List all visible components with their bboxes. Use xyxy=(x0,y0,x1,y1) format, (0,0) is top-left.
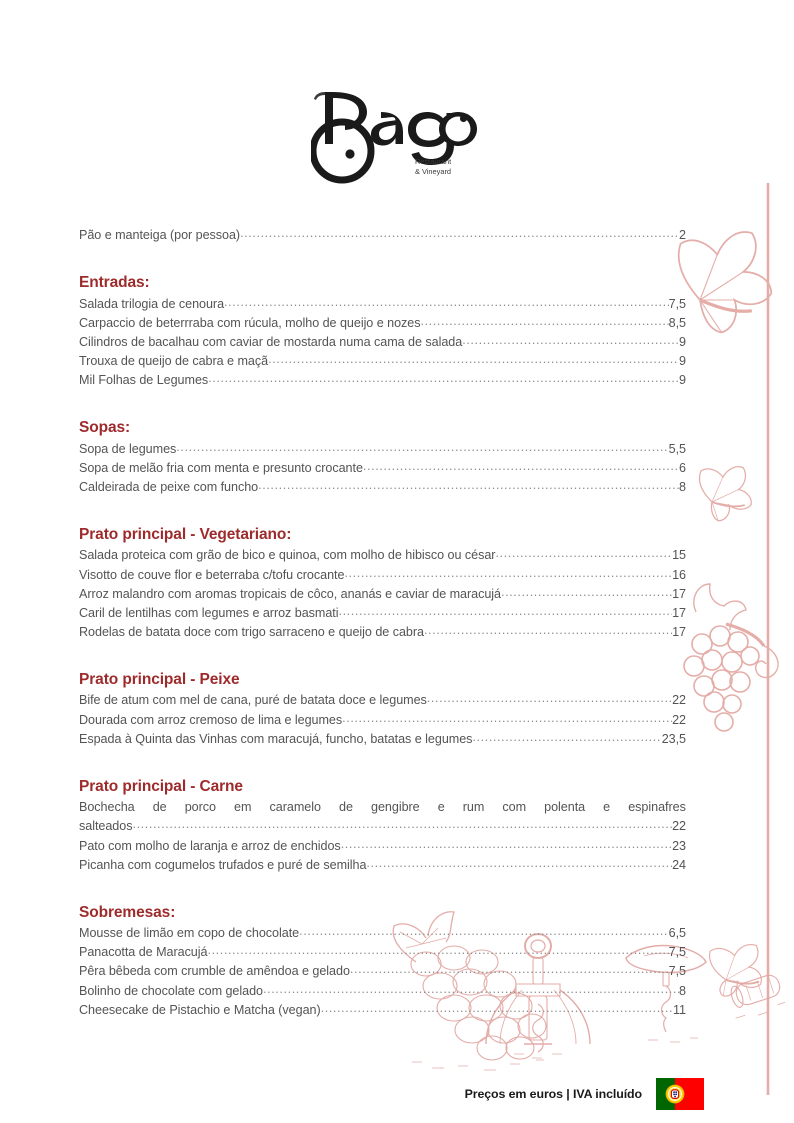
dot-leader xyxy=(132,818,672,831)
menu-item-name: Cheesecake de Pistachio e Matcha (vegan) xyxy=(79,1002,321,1017)
menu-item-name: Arroz malandro com aromas tropicais de côco, ananás e caviar de maracujá xyxy=(79,586,501,601)
menu-item-price: 7,5 xyxy=(668,964,686,979)
menu-content xyxy=(79,226,686,1020)
menu-item xyxy=(79,798,686,836)
dot-leader xyxy=(268,353,679,366)
menu-item-name: Mousse de limão em copo de chocolate xyxy=(79,926,300,941)
menu-item-price: 7,5 xyxy=(668,296,686,311)
menu-item-price: 22 xyxy=(672,712,686,727)
section-title: Prato principal - Peixe xyxy=(79,671,240,689)
dot-leader xyxy=(363,460,679,473)
dot-leader xyxy=(366,857,672,870)
dot-leader xyxy=(224,296,669,309)
menu-item-name: Bochecha de porco em caramelo de gengibre e rum com polenta e espinafres xyxy=(79,800,686,815)
menu-item xyxy=(79,440,686,459)
menu-item-price: 11 xyxy=(673,1002,686,1017)
menu-item xyxy=(79,730,686,749)
menu-item xyxy=(79,333,686,352)
menu-item xyxy=(79,295,686,314)
menu-item-price: 6,5 xyxy=(668,926,686,941)
menu-item xyxy=(79,691,686,710)
section-spacer xyxy=(79,497,686,525)
menu-section xyxy=(79,525,686,642)
menu-item-name: Trouxa de queijo de cabra e maçã xyxy=(79,353,269,368)
menu-item-name: Rodelas de batata doce com trigo sarraceno e queijo de cabra xyxy=(79,624,424,639)
menu-section xyxy=(79,670,686,749)
menu-section xyxy=(79,418,686,497)
section-spacer xyxy=(79,245,686,273)
menu-item-name: Espada à Quinta das Vinhas com maracujá, funcho, batatas e legumes xyxy=(79,731,473,746)
bago-logo-mark xyxy=(311,88,483,186)
dot-leader xyxy=(240,227,679,240)
section-title: Entradas: xyxy=(79,274,150,292)
menu-item-price: 6 xyxy=(679,460,686,475)
menu-item-name: Sopa de legumes xyxy=(79,441,177,456)
dot-leader xyxy=(472,731,661,744)
menu-item-name: Picanha com cogumelos trufados e puré de semilha xyxy=(79,857,367,872)
section-title: Sobremesas: xyxy=(79,903,176,921)
menu-item xyxy=(79,982,686,1001)
section-title: Prato principal - Carne xyxy=(79,777,243,795)
menu-section xyxy=(79,777,686,875)
dot-leader xyxy=(344,567,672,580)
menu-item-name: Caldeirada de peixe com funcho xyxy=(79,479,259,494)
menu-item-price: 8,5 xyxy=(668,315,686,330)
dot-leader xyxy=(342,712,672,725)
menu-item xyxy=(79,478,686,497)
dot-leader xyxy=(462,334,679,347)
brand-logo xyxy=(0,88,794,191)
menu-item-name: Dourada com arroz cremoso de lima e legumes xyxy=(79,712,343,727)
dot-leader xyxy=(258,479,679,492)
menu-item xyxy=(79,566,686,585)
menu-item-name: Caril de lentilhas com legumes e arroz basmati xyxy=(79,605,339,620)
logo-tagline-line1: Restaurant xyxy=(415,157,452,166)
menu-item xyxy=(79,314,686,333)
menu-item-price: 5,5 xyxy=(668,441,686,456)
menu-item-price: 17 xyxy=(672,605,686,620)
dot-leader xyxy=(495,547,672,560)
section-spacer xyxy=(79,390,686,418)
menu-item-price: 7,5 xyxy=(668,945,686,960)
menu-item xyxy=(79,604,686,623)
menu-item xyxy=(79,352,686,371)
dot-leader xyxy=(424,624,672,637)
section-spacer xyxy=(79,642,686,670)
logo-tagline-line2: & Vineyard xyxy=(415,167,452,176)
menu-item-name: Panacotta de Maracujá xyxy=(79,945,208,960)
menu-item xyxy=(79,371,686,390)
menu-item-price: 2 xyxy=(679,228,686,242)
menu-item-name: Salada trilogia de cenoura xyxy=(79,296,225,311)
menu-item-name-cont: salteados xyxy=(79,819,133,834)
menu-item-name: Cilindros de bacalhau com caviar de mostarda numa cama de salada xyxy=(79,334,463,349)
menu-item xyxy=(79,962,686,981)
menu-item-price: 16 xyxy=(672,567,686,582)
menu-item-price: 9 xyxy=(679,334,686,349)
menu-item-continuation xyxy=(79,817,686,836)
menu-item-name: Pêra bêbeda com crumble de amêndoa e gelado xyxy=(79,964,350,979)
dot-leader xyxy=(341,838,672,851)
dot-leader xyxy=(501,586,672,599)
menu-item-name: Bife de atum com mel de cana, puré de batata doce e legumes xyxy=(79,693,427,708)
menu-item-name: Pato com molho de laranja e arroz de enchidos xyxy=(79,838,341,853)
menu-section xyxy=(79,903,686,1020)
menu-item xyxy=(79,546,686,565)
dot-leader xyxy=(208,372,679,385)
menu-item-price: 8 xyxy=(679,479,686,494)
menu-item xyxy=(79,856,686,875)
menu-item xyxy=(79,837,686,856)
menu-item-price: 22 xyxy=(672,819,686,834)
menu-item-price: 23 xyxy=(672,838,686,853)
dot-leader xyxy=(207,944,668,957)
price-note: Preços em euros | IVA incluído xyxy=(464,1087,642,1101)
menu-item-intro xyxy=(79,226,686,245)
dot-leader xyxy=(263,983,679,996)
menu-item-price: 22 xyxy=(672,693,686,708)
section-spacer xyxy=(79,875,686,903)
page-footer xyxy=(0,1078,794,1110)
dot-leader xyxy=(321,1002,673,1015)
menu-item-price: 8 xyxy=(679,983,686,998)
menu-item-price: 17 xyxy=(672,624,686,639)
menu-item xyxy=(79,711,686,730)
menu-item-price: 24 xyxy=(672,857,686,872)
menu-item-price: 17 xyxy=(672,586,686,601)
section-title: Prato principal - Vegetariano: xyxy=(79,526,292,544)
menu-item-name: Sopa de melão fria com menta e presunto crocante xyxy=(79,460,363,475)
menu-item xyxy=(79,1001,686,1020)
menu-item-name: Salada proteica com grão de bico e quinoa, com molho de hibisco ou césar xyxy=(79,548,496,563)
menu-item xyxy=(79,943,686,962)
dot-leader xyxy=(350,963,669,976)
menu-item-price: 23,5 xyxy=(661,731,686,746)
section-spacer xyxy=(79,749,686,777)
dot-leader xyxy=(420,315,668,328)
dot-leader xyxy=(299,925,669,938)
menu-item xyxy=(79,585,686,604)
portugal-flag-icon xyxy=(656,1078,704,1110)
dot-leader xyxy=(338,605,672,618)
menu-item xyxy=(79,623,686,642)
menu-item-price: 9 xyxy=(679,373,686,388)
menu-item-name: Visotto de couve flor e beterraba c/tofu crocante xyxy=(79,567,345,582)
menu-item-name: Bolinho de chocolate com gelado xyxy=(79,983,263,998)
menu-item-name: Carpaccio de beterrraba com rúcula, molho de queijo e nozes xyxy=(79,315,421,330)
section-title: Sopas: xyxy=(79,419,131,437)
dot-leader xyxy=(176,441,668,454)
menu-item xyxy=(79,459,686,478)
menu-item-price: 15 xyxy=(672,548,686,563)
menu-item xyxy=(79,924,686,943)
menu-item-name: Pão e manteiga (por pessoa) xyxy=(79,228,241,242)
menu-section xyxy=(79,273,686,390)
dot-leader xyxy=(427,692,672,705)
menu-item-name: Mil Folhas de Legumes xyxy=(79,373,209,388)
menu-item-price: 9 xyxy=(679,353,686,368)
